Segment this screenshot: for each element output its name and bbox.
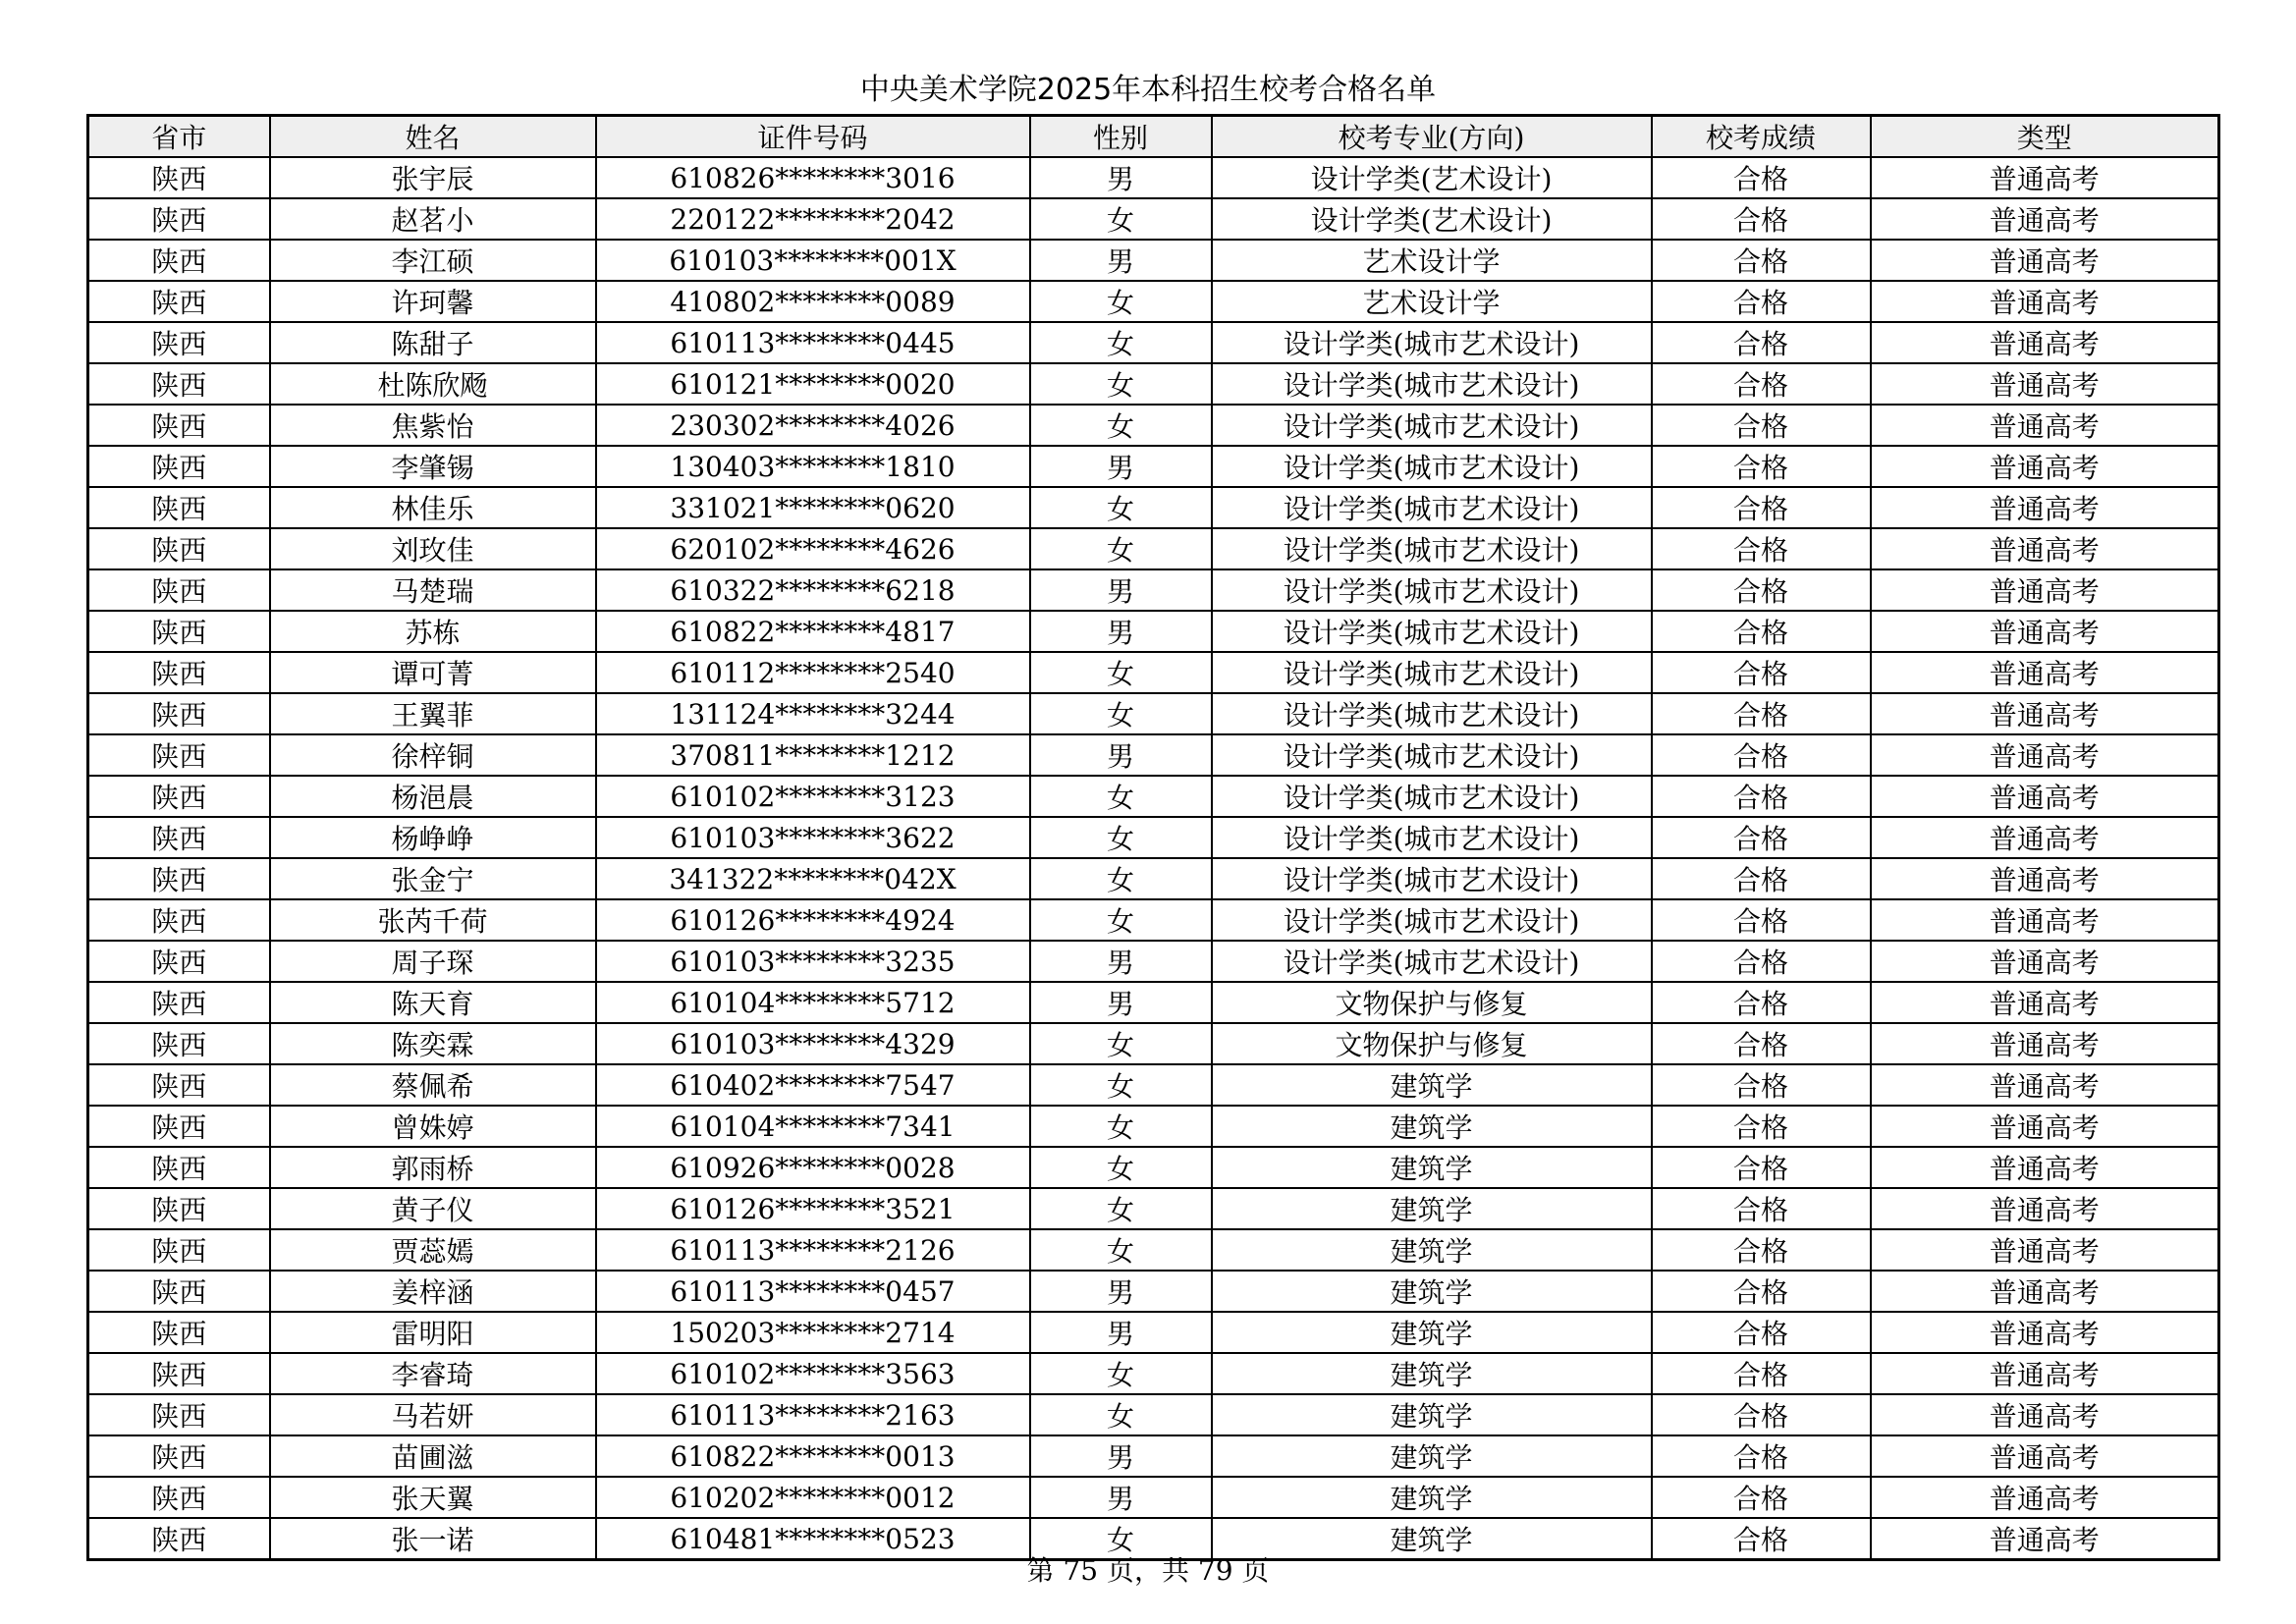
cell-name: 焦紫怡 [270,405,596,446]
cell-name: 赵茗小 [270,198,596,240]
cell-id-number: 610103********3235 [596,941,1030,982]
cell-name: 贾蕊嫣 [270,1229,596,1271]
cell-id-number: 610322********6218 [596,569,1030,611]
cell-type: 普通高考 [1871,817,2219,858]
cell-type: 普通高考 [1871,281,2219,322]
cell-gender: 女 [1030,198,1212,240]
cell-name: 苏栋 [270,611,596,652]
cell-result: 合格 [1652,734,1871,776]
table-body [88,157,2219,1560]
cell-result: 合格 [1652,1394,1871,1435]
cell-type: 普通高考 [1871,1106,2219,1147]
table-row [88,1064,2219,1106]
cell-type: 普通高考 [1871,1023,2219,1064]
cell-id-number: 610113********0445 [596,322,1030,363]
table-row [88,982,2219,1023]
cell-result: 合格 [1652,487,1871,528]
cell-type: 普通高考 [1871,611,2219,652]
document-title: 中央美术学院2025年本科招生校考合格名单 [859,73,1437,107]
cell-name: 许珂馨 [270,281,596,322]
cell-result: 合格 [1652,858,1871,899]
table-row [88,1394,2219,1435]
cell-province: 陕西 [88,734,270,776]
cell-type: 普通高考 [1871,776,2219,817]
cell-id-number: 610121********0020 [596,363,1030,405]
cell-type: 普通高考 [1871,941,2219,982]
table-row [88,487,2219,528]
cell-name: 陈甜子 [270,322,596,363]
cell-gender: 女 [1030,405,1212,446]
cell-province: 陕西 [88,611,270,652]
table-row [88,611,2219,652]
cell-gender: 女 [1030,1147,1212,1188]
cell-gender: 女 [1030,1518,1212,1560]
cell-type: 普通高考 [1871,363,2219,405]
cell-id-number: 220122********2042 [596,198,1030,240]
cell-gender: 女 [1030,322,1212,363]
cell-gender: 女 [1030,858,1212,899]
cell-major: 建筑学 [1212,1064,1652,1106]
cell-gender: 男 [1030,569,1212,611]
cell-major: 艺术设计学 [1212,240,1652,281]
cell-major: 建筑学 [1212,1188,1652,1229]
cell-province: 陕西 [88,941,270,982]
cell-major: 设计学类(城市艺术设计) [1212,322,1652,363]
cell-gender: 女 [1030,363,1212,405]
cell-id-number: 620102********4626 [596,528,1030,569]
cell-name: 周子琛 [270,941,596,982]
cell-id-number: 410802********0089 [596,281,1030,322]
cell-province: 陕西 [88,363,270,405]
table-row [88,1023,2219,1064]
cell-major: 文物保护与修复 [1212,982,1652,1023]
cell-id-number: 610822********4817 [596,611,1030,652]
cell-id-number: 610402********7547 [596,1064,1030,1106]
cell-result: 合格 [1652,528,1871,569]
cell-gender: 男 [1030,240,1212,281]
cell-result: 合格 [1652,281,1871,322]
table-row [88,693,2219,734]
cell-name: 马楚瑞 [270,569,596,611]
cell-type: 普通高考 [1871,528,2219,569]
cell-type: 普通高考 [1871,858,2219,899]
page-footer: 第 75 页，共 79 页 [1026,1554,1270,1587]
cell-major: 设计学类(城市艺术设计) [1212,446,1652,487]
cell-name: 马若妍 [270,1394,596,1435]
cell-type: 普通高考 [1871,1435,2219,1477]
cell-gender: 女 [1030,1188,1212,1229]
cell-major: 建筑学 [1212,1394,1652,1435]
cell-major: 艺术设计学 [1212,281,1652,322]
cell-type: 普通高考 [1871,1477,2219,1518]
header-id-number: 证件号码 [596,116,1030,158]
cell-name: 李江硕 [270,240,596,281]
cell-major: 设计学类(城市艺术设计) [1212,405,1652,446]
cell-result: 合格 [1652,941,1871,982]
cell-result: 合格 [1652,198,1871,240]
table-row [88,817,2219,858]
cell-gender: 男 [1030,1477,1212,1518]
table-row [88,240,2219,281]
table-row [88,1477,2219,1518]
cell-major: 设计学类(城市艺术设计) [1212,858,1652,899]
cell-name: 姜梓涵 [270,1271,596,1312]
cell-gender: 男 [1030,734,1212,776]
cell-id-number: 610926********0028 [596,1147,1030,1188]
cell-gender: 女 [1030,1394,1212,1435]
cell-major: 建筑学 [1212,1106,1652,1147]
cell-id-number: 610202********0012 [596,1477,1030,1518]
cell-gender: 女 [1030,528,1212,569]
cell-id-number: 610822********0013 [596,1435,1030,1477]
cell-type: 普通高考 [1871,1353,2219,1394]
cell-name: 张金宁 [270,858,596,899]
cell-province: 陕西 [88,1023,270,1064]
cell-province: 陕西 [88,446,270,487]
cell-major: 建筑学 [1212,1477,1652,1518]
cell-gender: 男 [1030,982,1212,1023]
cell-id-number: 331021********0620 [596,487,1030,528]
table-row [88,569,2219,611]
cell-province: 陕西 [88,240,270,281]
cell-result: 合格 [1652,776,1871,817]
cell-gender: 女 [1030,1023,1212,1064]
cell-result: 合格 [1652,363,1871,405]
cell-result: 合格 [1652,693,1871,734]
cell-result: 合格 [1652,1188,1871,1229]
cell-name: 李肇锡 [270,446,596,487]
cell-gender: 女 [1030,1353,1212,1394]
cell-major: 设计学类(城市艺术设计) [1212,363,1652,405]
cell-province: 陕西 [88,1312,270,1353]
header-major: 校考专业(方向) [1212,116,1652,158]
cell-name: 陈天育 [270,982,596,1023]
table-row [88,528,2219,569]
cell-province: 陕西 [88,817,270,858]
cell-name: 王翼菲 [270,693,596,734]
cell-gender: 男 [1030,1312,1212,1353]
cell-type: 普通高考 [1871,240,2219,281]
cell-major: 设计学类(城市艺术设计) [1212,487,1652,528]
cell-name: 林佳乐 [270,487,596,528]
cell-province: 陕西 [88,157,270,198]
cell-major: 建筑学 [1212,1353,1652,1394]
cell-id-number: 610826********3016 [596,157,1030,198]
cell-result: 合格 [1652,240,1871,281]
cell-name: 张一诺 [270,1518,596,1560]
cell-result: 合格 [1652,1064,1871,1106]
cell-type: 普通高考 [1871,446,2219,487]
cell-gender: 女 [1030,652,1212,693]
cell-result: 合格 [1652,569,1871,611]
cell-result: 合格 [1652,1353,1871,1394]
cell-result: 合格 [1652,1312,1871,1353]
cell-province: 陕西 [88,1188,270,1229]
cell-major: 设计学类(城市艺术设计) [1212,776,1652,817]
cell-province: 陕西 [88,1353,270,1394]
cell-province: 陕西 [88,1518,270,1560]
cell-major: 设计学类(城市艺术设计) [1212,693,1652,734]
cell-province: 陕西 [88,322,270,363]
cell-major: 建筑学 [1212,1435,1652,1477]
table-row [88,1353,2219,1394]
cell-gender: 女 [1030,1229,1212,1271]
cell-major: 建筑学 [1212,1147,1652,1188]
cell-province: 陕西 [88,858,270,899]
cell-id-number: 150203********2714 [596,1312,1030,1353]
table-row [88,1312,2219,1353]
cell-type: 普通高考 [1871,1312,2219,1353]
cell-major: 建筑学 [1212,1271,1652,1312]
cell-gender: 男 [1030,611,1212,652]
cell-result: 合格 [1652,446,1871,487]
cell-gender: 男 [1030,1271,1212,1312]
cell-type: 普通高考 [1871,1518,2219,1560]
cell-province: 陕西 [88,198,270,240]
cell-gender: 女 [1030,899,1212,941]
cell-province: 陕西 [88,281,270,322]
cell-province: 陕西 [88,528,270,569]
cell-name: 曾姝婷 [270,1106,596,1147]
table-row [88,1435,2219,1477]
cell-province: 陕西 [88,1147,270,1188]
cell-result: 合格 [1652,157,1871,198]
cell-province: 陕西 [88,1106,270,1147]
table-row [88,405,2219,446]
table-row [88,941,2219,982]
cell-id-number: 610112********2540 [596,652,1030,693]
cell-gender: 女 [1030,693,1212,734]
cell-name: 黄子仪 [270,1188,596,1229]
cell-type: 普通高考 [1871,1147,2219,1188]
header-gender: 性别 [1030,116,1212,158]
table-row [88,281,2219,322]
cell-result: 合格 [1652,1147,1871,1188]
cell-type: 普通高考 [1871,899,2219,941]
cell-type: 普通高考 [1871,157,2219,198]
cell-id-number: 610113********2126 [596,1229,1030,1271]
cell-province: 陕西 [88,1229,270,1271]
table-row [88,734,2219,776]
header-name: 姓名 [270,116,596,158]
cell-name: 张宇辰 [270,157,596,198]
table-row [88,322,2219,363]
cell-type: 普通高考 [1871,405,2219,446]
cell-type: 普通高考 [1871,1188,2219,1229]
table-row [88,776,2219,817]
table-header-row [88,116,2219,158]
header-type: 类型 [1871,116,2219,158]
table-row [88,858,2219,899]
cell-result: 合格 [1652,982,1871,1023]
cell-name: 杨峥峥 [270,817,596,858]
cell-major: 设计学类(城市艺术设计) [1212,611,1652,652]
table-row [88,157,2219,198]
cell-type: 普通高考 [1871,322,2219,363]
cell-major: 建筑学 [1212,1312,1652,1353]
cell-result: 合格 [1652,1023,1871,1064]
cell-name: 张天翼 [270,1477,596,1518]
cell-result: 合格 [1652,817,1871,858]
cell-type: 普通高考 [1871,1064,2219,1106]
cell-gender: 女 [1030,281,1212,322]
cell-type: 普通高考 [1871,652,2219,693]
cell-name: 苗圃滋 [270,1435,596,1477]
cell-name: 杜陈欣飏 [270,363,596,405]
table-row [88,446,2219,487]
cell-gender: 男 [1030,446,1212,487]
cell-major: 建筑学 [1212,1518,1652,1560]
cell-province: 陕西 [88,1064,270,1106]
cell-gender: 男 [1030,157,1212,198]
cell-id-number: 610113********2163 [596,1394,1030,1435]
cell-province: 陕西 [88,1477,270,1518]
cell-gender: 女 [1030,487,1212,528]
cell-name: 陈奕霖 [270,1023,596,1064]
cell-name: 杨浥晨 [270,776,596,817]
cell-id-number: 610104********5712 [596,982,1030,1023]
cell-province: 陕西 [88,405,270,446]
table-row [88,198,2219,240]
cell-province: 陕西 [88,569,270,611]
table-row [88,1271,2219,1312]
cell-id-number: 341322********042X [596,858,1030,899]
cell-type: 普通高考 [1871,1229,2219,1271]
cell-type: 普通高考 [1871,982,2219,1023]
cell-province: 陕西 [88,1435,270,1477]
table-row [88,652,2219,693]
cell-gender: 女 [1030,1106,1212,1147]
cell-type: 普通高考 [1871,734,2219,776]
cell-id-number: 610126********4924 [596,899,1030,941]
cell-name: 谭可菁 [270,652,596,693]
cell-major: 设计学类(城市艺术设计) [1212,569,1652,611]
cell-name: 徐梓铜 [270,734,596,776]
cell-gender: 男 [1030,941,1212,982]
cell-name: 张芮千荷 [270,899,596,941]
cell-gender: 女 [1030,817,1212,858]
cell-province: 陕西 [88,652,270,693]
cell-name: 郭雨桥 [270,1147,596,1188]
cell-major: 设计学类(城市艺术设计) [1212,652,1652,693]
cell-id-number: 610481********0523 [596,1518,1030,1560]
cell-result: 合格 [1652,1271,1871,1312]
cell-id-number: 610103********4329 [596,1023,1030,1064]
cell-province: 陕西 [88,1394,270,1435]
cell-result: 合格 [1652,652,1871,693]
cell-name: 蔡佩希 [270,1064,596,1106]
cell-major: 文物保护与修复 [1212,1023,1652,1064]
cell-result: 合格 [1652,1106,1871,1147]
cell-type: 普通高考 [1871,693,2219,734]
admission-table [86,114,2220,1561]
cell-id-number: 230302********4026 [596,405,1030,446]
cell-id-number: 610102********3563 [596,1353,1030,1394]
header-result: 校考成绩 [1652,116,1871,158]
cell-province: 陕西 [88,776,270,817]
cell-type: 普通高考 [1871,487,2219,528]
cell-major: 设计学类(城市艺术设计) [1212,899,1652,941]
cell-result: 合格 [1652,405,1871,446]
cell-result: 合格 [1652,1229,1871,1271]
table-row [88,1106,2219,1147]
cell-id-number: 610113********0457 [596,1271,1030,1312]
cell-result: 合格 [1652,322,1871,363]
cell-id-number: 610103********001X [596,240,1030,281]
cell-name: 雷明阳 [270,1312,596,1353]
cell-result: 合格 [1652,1518,1871,1560]
cell-result: 合格 [1652,1435,1871,1477]
cell-gender: 女 [1030,776,1212,817]
cell-name: 李睿琦 [270,1353,596,1394]
cell-province: 陕西 [88,899,270,941]
cell-id-number: 610103********3622 [596,817,1030,858]
cell-id-number: 610126********3521 [596,1188,1030,1229]
cell-gender: 女 [1030,1064,1212,1106]
cell-province: 陕西 [88,982,270,1023]
table-row [88,363,2219,405]
cell-result: 合格 [1652,899,1871,941]
cell-major: 设计学类(艺术设计) [1212,198,1652,240]
cell-major: 设计学类(城市艺术设计) [1212,734,1652,776]
header-province: 省市 [88,116,270,158]
cell-id-number: 610104********7341 [596,1106,1030,1147]
table-row [88,1147,2219,1188]
cell-province: 陕西 [88,487,270,528]
cell-gender: 男 [1030,1435,1212,1477]
cell-id-number: 610102********3123 [596,776,1030,817]
cell-province: 陕西 [88,693,270,734]
cell-id-number: 130403********1810 [596,446,1030,487]
table-row [88,1229,2219,1271]
cell-major: 设计学类(城市艺术设计) [1212,528,1652,569]
cell-name: 刘玫佳 [270,528,596,569]
cell-major: 设计学类(城市艺术设计) [1212,941,1652,982]
cell-result: 合格 [1652,1477,1871,1518]
cell-id-number: 370811********1212 [596,734,1030,776]
cell-type: 普通高考 [1871,198,2219,240]
cell-type: 普通高考 [1871,1271,2219,1312]
cell-result: 合格 [1652,611,1871,652]
table-row [88,1188,2219,1229]
table-row [88,899,2219,941]
cell-type: 普通高考 [1871,1394,2219,1435]
cell-province: 陕西 [88,1271,270,1312]
cell-major: 设计学类(城市艺术设计) [1212,817,1652,858]
cell-major: 建筑学 [1212,1229,1652,1271]
cell-major: 设计学类(艺术设计) [1212,157,1652,198]
cell-id-number: 131124********3244 [596,693,1030,734]
cell-type: 普通高考 [1871,569,2219,611]
